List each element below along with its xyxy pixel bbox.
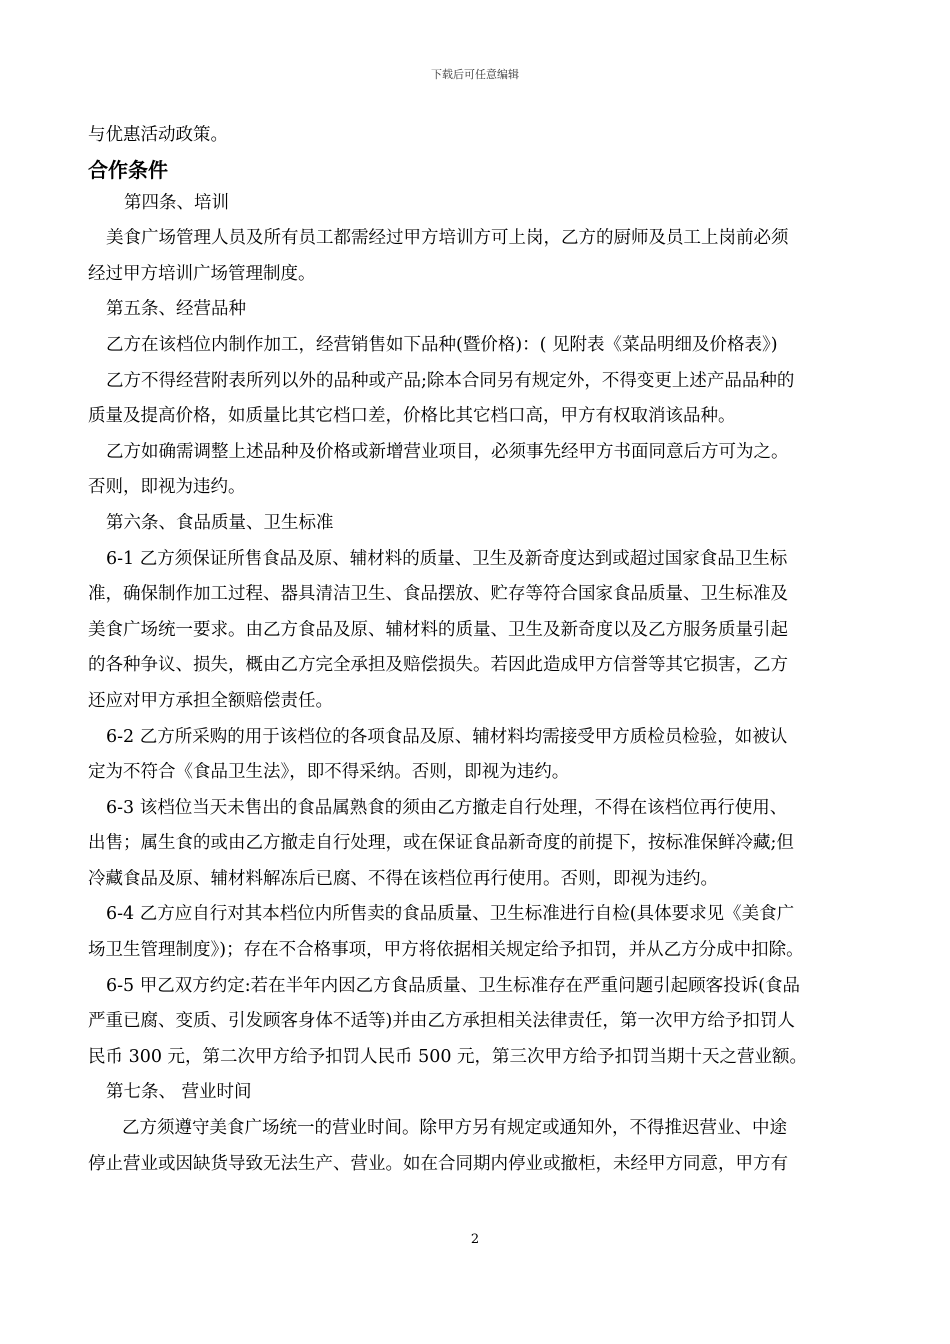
text-line: 定为不符合《食品卫生法》，即不得采纳。否则，即视为违约。 bbox=[88, 762, 570, 783]
text-line: 准，确保制作加工过程、器具清洁卫生、食品摆放、贮存等符合国家食品质量、卫生标准及 bbox=[88, 584, 788, 605]
text-line: 场卫生管理制度》)；存在不合格事项，甲方将依据相关规定给予扣罚，并从乙方分成中扣除。 bbox=[88, 940, 804, 961]
text-line: 6-4 乙方应自行对其本档位内所售卖的食品质量、卫生标准进行自检(具体要求见《美食广 bbox=[106, 904, 795, 925]
page-number: 2 bbox=[470, 1232, 480, 1247]
text-line: 冷藏食品及原、辅材料解冻后已腐、不得在该档位再行使用。否则，即视为违约。 bbox=[88, 868, 718, 889]
text-line: 乙方不得经营附表所列以外的品种或产品;除本合同另有规定外，不得变更上述产品品种的 bbox=[106, 370, 795, 391]
text-line: 6-3 该档位当天未售出的食品属熟食的须由乙方撤走自行处理，不得在该档位再行使用、 bbox=[106, 797, 788, 818]
document-body bbox=[88, 118, 868, 1182]
text-line: 美食广场统一要求。由乙方食品及原、辅材料的质量、卫生及新奇度以及乙方服务质量引起 bbox=[88, 619, 788, 640]
article-title: 第四条、培训 bbox=[124, 192, 229, 213]
text-line: 6-1 乙方须保证所售食品及原、辅材料的质量、卫生及新奇度达到或超过国家食品卫生标 bbox=[106, 548, 788, 569]
text-line: 美食广场管理人员及所有员工都需经过甲方培训方可上岗，乙方的厨师及员工上岗前必须 bbox=[106, 228, 789, 249]
text-line: 乙方须遵守美食广场统一的营业时间。除甲方另有规定或通知外，不得推迟营业、中途 bbox=[122, 1118, 787, 1139]
text-line: 质量及提高价格，如质量比其它档口差，价格比其它档口高，甲方有权取消该品种。 bbox=[88, 406, 736, 427]
text-line: 停止营业或因缺货导致无法生产、营业。如在合同期内停业或撤柜，未经甲方同意，甲方有 bbox=[88, 1153, 788, 1174]
text-line: 的各种争议、损失，概由乙方完全承担及赔偿损失。若因此造成甲方信誉等其它损害，乙方 bbox=[88, 655, 788, 676]
text-line: 否则，即视为违约。 bbox=[88, 477, 246, 498]
article-title: 第七条、 营业时间 bbox=[106, 1082, 252, 1103]
text-line: 6-2 乙方所采购的用于该档位的各项食品及原、辅材料均需接受甲方质检员检验，如被认 bbox=[106, 726, 788, 747]
article-title: 第六条、食品质量、卫生标准 bbox=[106, 512, 334, 533]
text-line: 6-5 甲乙双方约定:若在半年内因乙方食品质量、卫生标准存在严重问题引起顾客投诉(食品 bbox=[106, 975, 800, 996]
text-line: 经过甲方培训广场管理制度。 bbox=[88, 263, 316, 284]
text-line: 出售；属生食的或由乙方撤走自行处理，或在保证食品新奇度的前提下，按标准保鲜冷藏;但 bbox=[88, 833, 794, 854]
text-line: 乙方如确需调整上述品种及价格或新增营业项目，必须事先经甲方书面同意后方可为之。 bbox=[106, 441, 789, 462]
page-header-note: 下载后可任意编辑 bbox=[431, 68, 519, 81]
text-line: 还应对甲方承担全额赔偿责任。 bbox=[88, 690, 333, 711]
text-line: 乙方在该档位内制作加工，经营销售如下品种(暨价格)：( 见附表《菜品明细及价格表》) bbox=[106, 334, 778, 355]
article-title: 第五条、经营品种 bbox=[106, 299, 246, 320]
text-line: 与优惠活动政策。 bbox=[88, 125, 228, 145]
text-line: 民币 300 元，第二次甲方给予扣罚人民币 500 元，第三次甲方给予扣罚当期十天之营业额。 bbox=[88, 1046, 808, 1067]
section-heading: 合作条件 bbox=[88, 157, 168, 182]
text-line: 严重已腐、变质、引发顾客身体不适等)并由乙方承担相关法律责任，第一次甲方给予扣罚人 bbox=[88, 1011, 795, 1032]
